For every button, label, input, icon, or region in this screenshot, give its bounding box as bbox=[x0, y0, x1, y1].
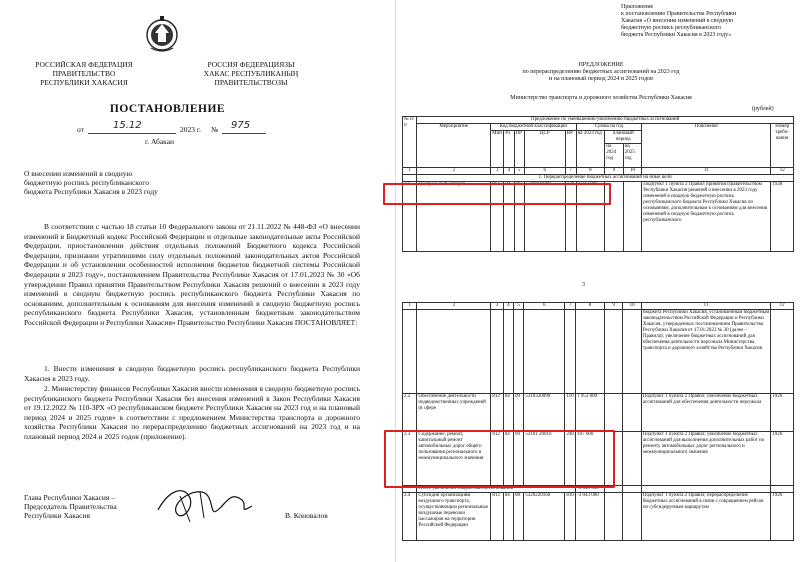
col-number: 4 bbox=[504, 168, 514, 175]
row-2-2-pr: 09 bbox=[513, 394, 523, 432]
col-number: 7 bbox=[565, 303, 576, 310]
row-2-3-sum: 107 000 bbox=[576, 432, 605, 486]
col-head-2023: на 2023 год bbox=[576, 131, 605, 168]
row-2-1-csr: 5340101000 bbox=[524, 182, 565, 252]
col-head-sum: Сумма на год bbox=[576, 124, 642, 131]
col-number: 8 bbox=[576, 303, 605, 310]
row-2-2-rz: 04 bbox=[503, 394, 513, 432]
clause-1-paragraph: 1. Внести изменения в сводную бюджетную роспись республиканского бюджета Республики Хакасия в 2023 году. bbox=[24, 364, 360, 383]
decree-page bbox=[0, 0, 395, 562]
subject-line: бюджетную роспись республиканского bbox=[24, 178, 149, 187]
row-2-1-min: 812 bbox=[491, 182, 504, 252]
col-head-2024: на 2024 год bbox=[605, 144, 623, 168]
row-2-4-activity: Субсидии организациям воздушного транспорта, осуществляющим региональные воздушные перевозки пассажиров на территории Российской Федерации bbox=[417, 493, 491, 541]
col-head-pr: ПР bbox=[514, 131, 524, 168]
subject-line: бюджета Республики Хакасия в 2023 году bbox=[24, 187, 158, 196]
ministry-name: Министерство транспорта и дорожного хозяйства Республики Хакасия bbox=[510, 95, 692, 101]
row-2-2-vr: 110 bbox=[565, 394, 576, 432]
col-number: 12 bbox=[771, 168, 794, 175]
subject-block bbox=[24, 169, 224, 196]
col-head-activity: Мероприятие bbox=[417, 124, 491, 168]
col-number: 3 bbox=[491, 303, 503, 310]
col-number: 1 bbox=[403, 168, 417, 175]
header-left-line: РОССИЙСКАЯ ФЕДЕРАЦИЯ bbox=[35, 60, 133, 69]
subject-line: О внесении изменений в сводную bbox=[24, 169, 133, 178]
row-2-4-vr: 810 bbox=[565, 493, 576, 541]
number-value: 975 bbox=[231, 120, 251, 131]
col-head-csr: ЦСР bbox=[524, 131, 565, 168]
col-head-num: № п/п bbox=[403, 117, 417, 168]
row-2-2-note: Подпункт 1 пункта 2 Правил; увеличение бюджетных ассигнований для обеспечения деятельности персонала bbox=[641, 394, 770, 432]
row-2-1-req: 1928 bbox=[771, 182, 794, 252]
appendix-note bbox=[621, 4, 796, 39]
row-2-1-pr: 08 bbox=[514, 182, 524, 252]
signatory-name: В. Коновалов bbox=[285, 511, 328, 520]
row-2-1-vr: 120 bbox=[565, 182, 576, 252]
row-2-1-activity: Центральный аппарат bbox=[417, 182, 491, 252]
col-number: 3 bbox=[491, 168, 504, 175]
row-2-4-pr: 08 bbox=[513, 493, 523, 541]
col-number: 5 bbox=[513, 303, 523, 310]
appendix-line: Хакасия «О внесении изменений в сводную bbox=[621, 18, 734, 24]
section-row: 1. Перераспределение бюджетных ассигнований на иные цели bbox=[417, 175, 794, 182]
col-number: 7 bbox=[565, 168, 576, 175]
col-number: 11 bbox=[641, 303, 770, 310]
row-2-3-vr: 240 bbox=[565, 432, 576, 486]
row-2-4-csr: 5320220160 bbox=[524, 493, 565, 541]
coat-of-arms-emblem-icon bbox=[145, 14, 179, 56]
row-2-3-min: 812 bbox=[491, 432, 503, 486]
proposal-appendix-page bbox=[395, 0, 800, 562]
col-number: 9 bbox=[605, 168, 623, 175]
row-2-2-min: 812 bbox=[491, 394, 503, 432]
proposal-table-bottom bbox=[402, 302, 794, 541]
proposal-subtitle-line: и на плановый период 2024 и 2025 годов bbox=[549, 76, 653, 82]
header-right-line: РОССИЯ ФЕДЕРАЦИЯЗЫ bbox=[207, 60, 295, 69]
appendix-line: бюджетную роспись республиканского bbox=[621, 25, 721, 31]
number-prefix: № bbox=[211, 125, 219, 134]
page-number: 3 bbox=[582, 282, 585, 288]
highlight-box-row-2-3 bbox=[384, 430, 615, 488]
col-number: 5 bbox=[514, 168, 524, 175]
row-2-2-num: 2.2 bbox=[403, 394, 417, 432]
header-left bbox=[14, 60, 154, 87]
appendix-line: Приложение bbox=[621, 4, 654, 10]
total-row-label: Итого увеличение бюджетных ассигнований bbox=[417, 486, 576, 493]
header-right bbox=[176, 60, 326, 87]
row-2-1-num: 2.1 bbox=[403, 182, 417, 252]
col-number: 6 bbox=[524, 303, 565, 310]
proposal-title-block bbox=[436, 62, 766, 83]
row-2-2-req: 1926 bbox=[771, 394, 794, 432]
col-number: 4 bbox=[503, 303, 513, 310]
col-head-vr: ВР bbox=[565, 131, 576, 168]
col-number: 2 bbox=[417, 168, 491, 175]
row-continued-note: бюджета Республики Хакасия, установленным бюджетным законодательством Российской Федерации и Республики Хакасия, утвержденных постановлением Правительства Республики Хакасия от 17.01.2023 № 30 (далее – Правила); увеличение бюджетных ассигнований для обеспечения деятельности персонала Министерства транспорта и дорожного хозяйства Республики Хакасия bbox=[641, 310, 770, 394]
header-right-line: ПРАВИТЕЛЬСТВОЗЫ bbox=[214, 78, 288, 87]
col-number: 9 bbox=[604, 303, 622, 310]
signatory-title-line: Республики Хакасия bbox=[24, 511, 90, 520]
city-label: г. Абакан bbox=[145, 137, 175, 146]
row-2-1-sum: 3 043 000 bbox=[576, 182, 605, 252]
col-number: 2 bbox=[417, 303, 491, 310]
header-right-line: ХАКАС РЕСПУБЛИКАНЫҢ bbox=[203, 69, 299, 78]
col-number: 12 bbox=[771, 303, 794, 310]
proposal-title: ПРЕДЛОЖЕНИЕ bbox=[578, 62, 624, 68]
row-2-4-num: 2.4 bbox=[403, 493, 417, 541]
row-2-3-rz: 04 bbox=[503, 432, 513, 486]
col-number: 10 bbox=[623, 303, 641, 310]
doc-type-heading: ПОСТАНОВЛЕНИЕ bbox=[109, 103, 226, 115]
appendix-line: бюджета Республики Хакасия в 2023 году» bbox=[621, 32, 732, 38]
row-2-4-req: 1926 bbox=[771, 493, 794, 541]
row-2-3-activity: Содержание, ремонт, капитальный ремонт автомобильных дорог общего пользования регионального и межмуниципального значения bbox=[417, 432, 491, 486]
col-number: 1 bbox=[403, 303, 417, 310]
signatory-title-line: Глава Республики Хакасия – bbox=[24, 493, 116, 502]
appendix-line: к постановлению Правительства Республики bbox=[621, 11, 737, 17]
row-2-4-sum: -3 043 000 bbox=[576, 493, 605, 541]
row-2-4-rz: 04 bbox=[503, 493, 513, 541]
col-head-planned: плановый период bbox=[605, 131, 642, 144]
col-number: 10 bbox=[623, 168, 641, 175]
row-2-4-min: 812 bbox=[491, 493, 503, 541]
header-left-line: РЕСПУБЛИКИ ХАКАСИЯ bbox=[40, 78, 128, 87]
proposal-subtitle-line: по перераспределению бюджетных ассигнований на 2023 год bbox=[522, 69, 680, 75]
row-2-1-note: Подпункт 1 пункта 2 Правил принятия Правительством Республики Хакасия решений о внесении в 2023 году изменений в сводную бюджетную роспись республиканского бюджета Республики Хакасия по основаниям, дополнительным к основаниям для внесения изменений в сводную бюджетную роспись республиканского bbox=[642, 182, 771, 252]
row-2-2-sum: 1 953 000 bbox=[576, 394, 605, 432]
row-2-3-num: 2.3 bbox=[403, 432, 417, 486]
row-2-1-rz: 04 bbox=[504, 182, 514, 252]
year-label: 2023 г. bbox=[180, 125, 201, 134]
col-head-rz: Рз bbox=[504, 131, 514, 168]
row-2-3-csr: 53101 20010 bbox=[524, 432, 565, 486]
col-head-reqnum: Номер требо-вания bbox=[771, 124, 794, 168]
total-row-sum: -3 043 000 bbox=[576, 486, 605, 493]
date-prefix: от bbox=[77, 125, 84, 134]
handwritten-signature bbox=[150, 478, 260, 528]
table-top-header: Предложение по уменьшению/увеличению бюджетных ассигнований bbox=[417, 117, 794, 124]
row-2-2-csr: 5310320090 bbox=[524, 394, 565, 432]
row-2-4-note: Подпункт 1 пункта 2 Правил; перераспределение бюджетных ассигнований в связи с сокращением рейсов по субсидируемым маршрутам bbox=[641, 493, 770, 541]
highlight-box-row-2-1 bbox=[383, 183, 611, 205]
row-2-3-pr: 09 bbox=[513, 432, 523, 486]
signatory-title-line: Председатель Правительства bbox=[24, 502, 117, 511]
col-number: 11 bbox=[642, 168, 771, 175]
header-left-line: ПРАВИТЕЛЬСТВО bbox=[52, 69, 116, 78]
col-head-2025: на 2025 год bbox=[623, 144, 641, 168]
row-2-3-note: Подпункт 1 пункта 2 Правил; увеличение бюджетных ассигнований для выполнения дополнительных работ по ремонту автомобильных дорог регионального и межмуниципального значения bbox=[641, 432, 770, 486]
col-head-min: Мин bbox=[491, 131, 504, 168]
date-value: 15.12 bbox=[113, 120, 142, 131]
row-2-3-req: 1926 bbox=[771, 432, 794, 486]
clause-2-paragraph: 2. Министерству финансов Республики Хакасия внести изменения в сводную бюджетную роспись республиканского бюджета Республики Хакасия без внесения изменений в Закон Республики Хакасия от 19.12.2022 № 110-ЗРХ «О республиканском бюджете Республики Хакасия на 2023 год и на плановый период 2024 и 2025 годов» в соответствии с предложением Министерства транспорта и дорожного хозяйства Республики Хакасия по перераспределению бюджетных ассигнований на 2023 год и на плановый период 2024 и 2025 годов (приложение). bbox=[24, 384, 360, 441]
col-number: 6 bbox=[524, 168, 565, 175]
col-head-note: Пояснение bbox=[642, 124, 771, 168]
col-head-kbk: Код бюджетной классификации bbox=[491, 124, 576, 131]
unit-label: (рублей) bbox=[752, 106, 774, 112]
col-number: 8 bbox=[576, 168, 605, 175]
row-2-2-activity: Обеспечение деятельности подведомственных учреждений (в сфере bbox=[417, 394, 491, 432]
preamble-paragraph: В соответствии с частью 18 статьи 10 Федерального закона от 21.11.2022 № 448-ФЗ «О внесении изменений в Бюджетный кодекс Российской Федерации и отдельные законодательные акты Российской Федерации, приостановлении действия отдельных положений Бюджетного кодекса Российской Федерации, признании утратившими силу отдельных положений законодательных актов Российской Федерации и об установлении особенностей исполнения бюджетов бюджетной системы Российской Федерации в 2023 году», постановлением Правительства Республики Хакасия от 17.01.2023 № 30 «Об утверждении Правил принятия Правительством Республики Хакасия решений о внесении в 2023 году изменений в сводную бюджетную роспись республиканского бюджета Республики Хакасия по основаниям, дополнительным к основаниям для внесения изменений в сводную бюджетную роспись республиканского бюджета Республики Хакасия, установленным бюджетным законодательством Российской Федерации и Республики Хакасия» Правительство Республики Хакасия ПОСТАНОВЛЯЕТ: bbox=[24, 222, 360, 327]
